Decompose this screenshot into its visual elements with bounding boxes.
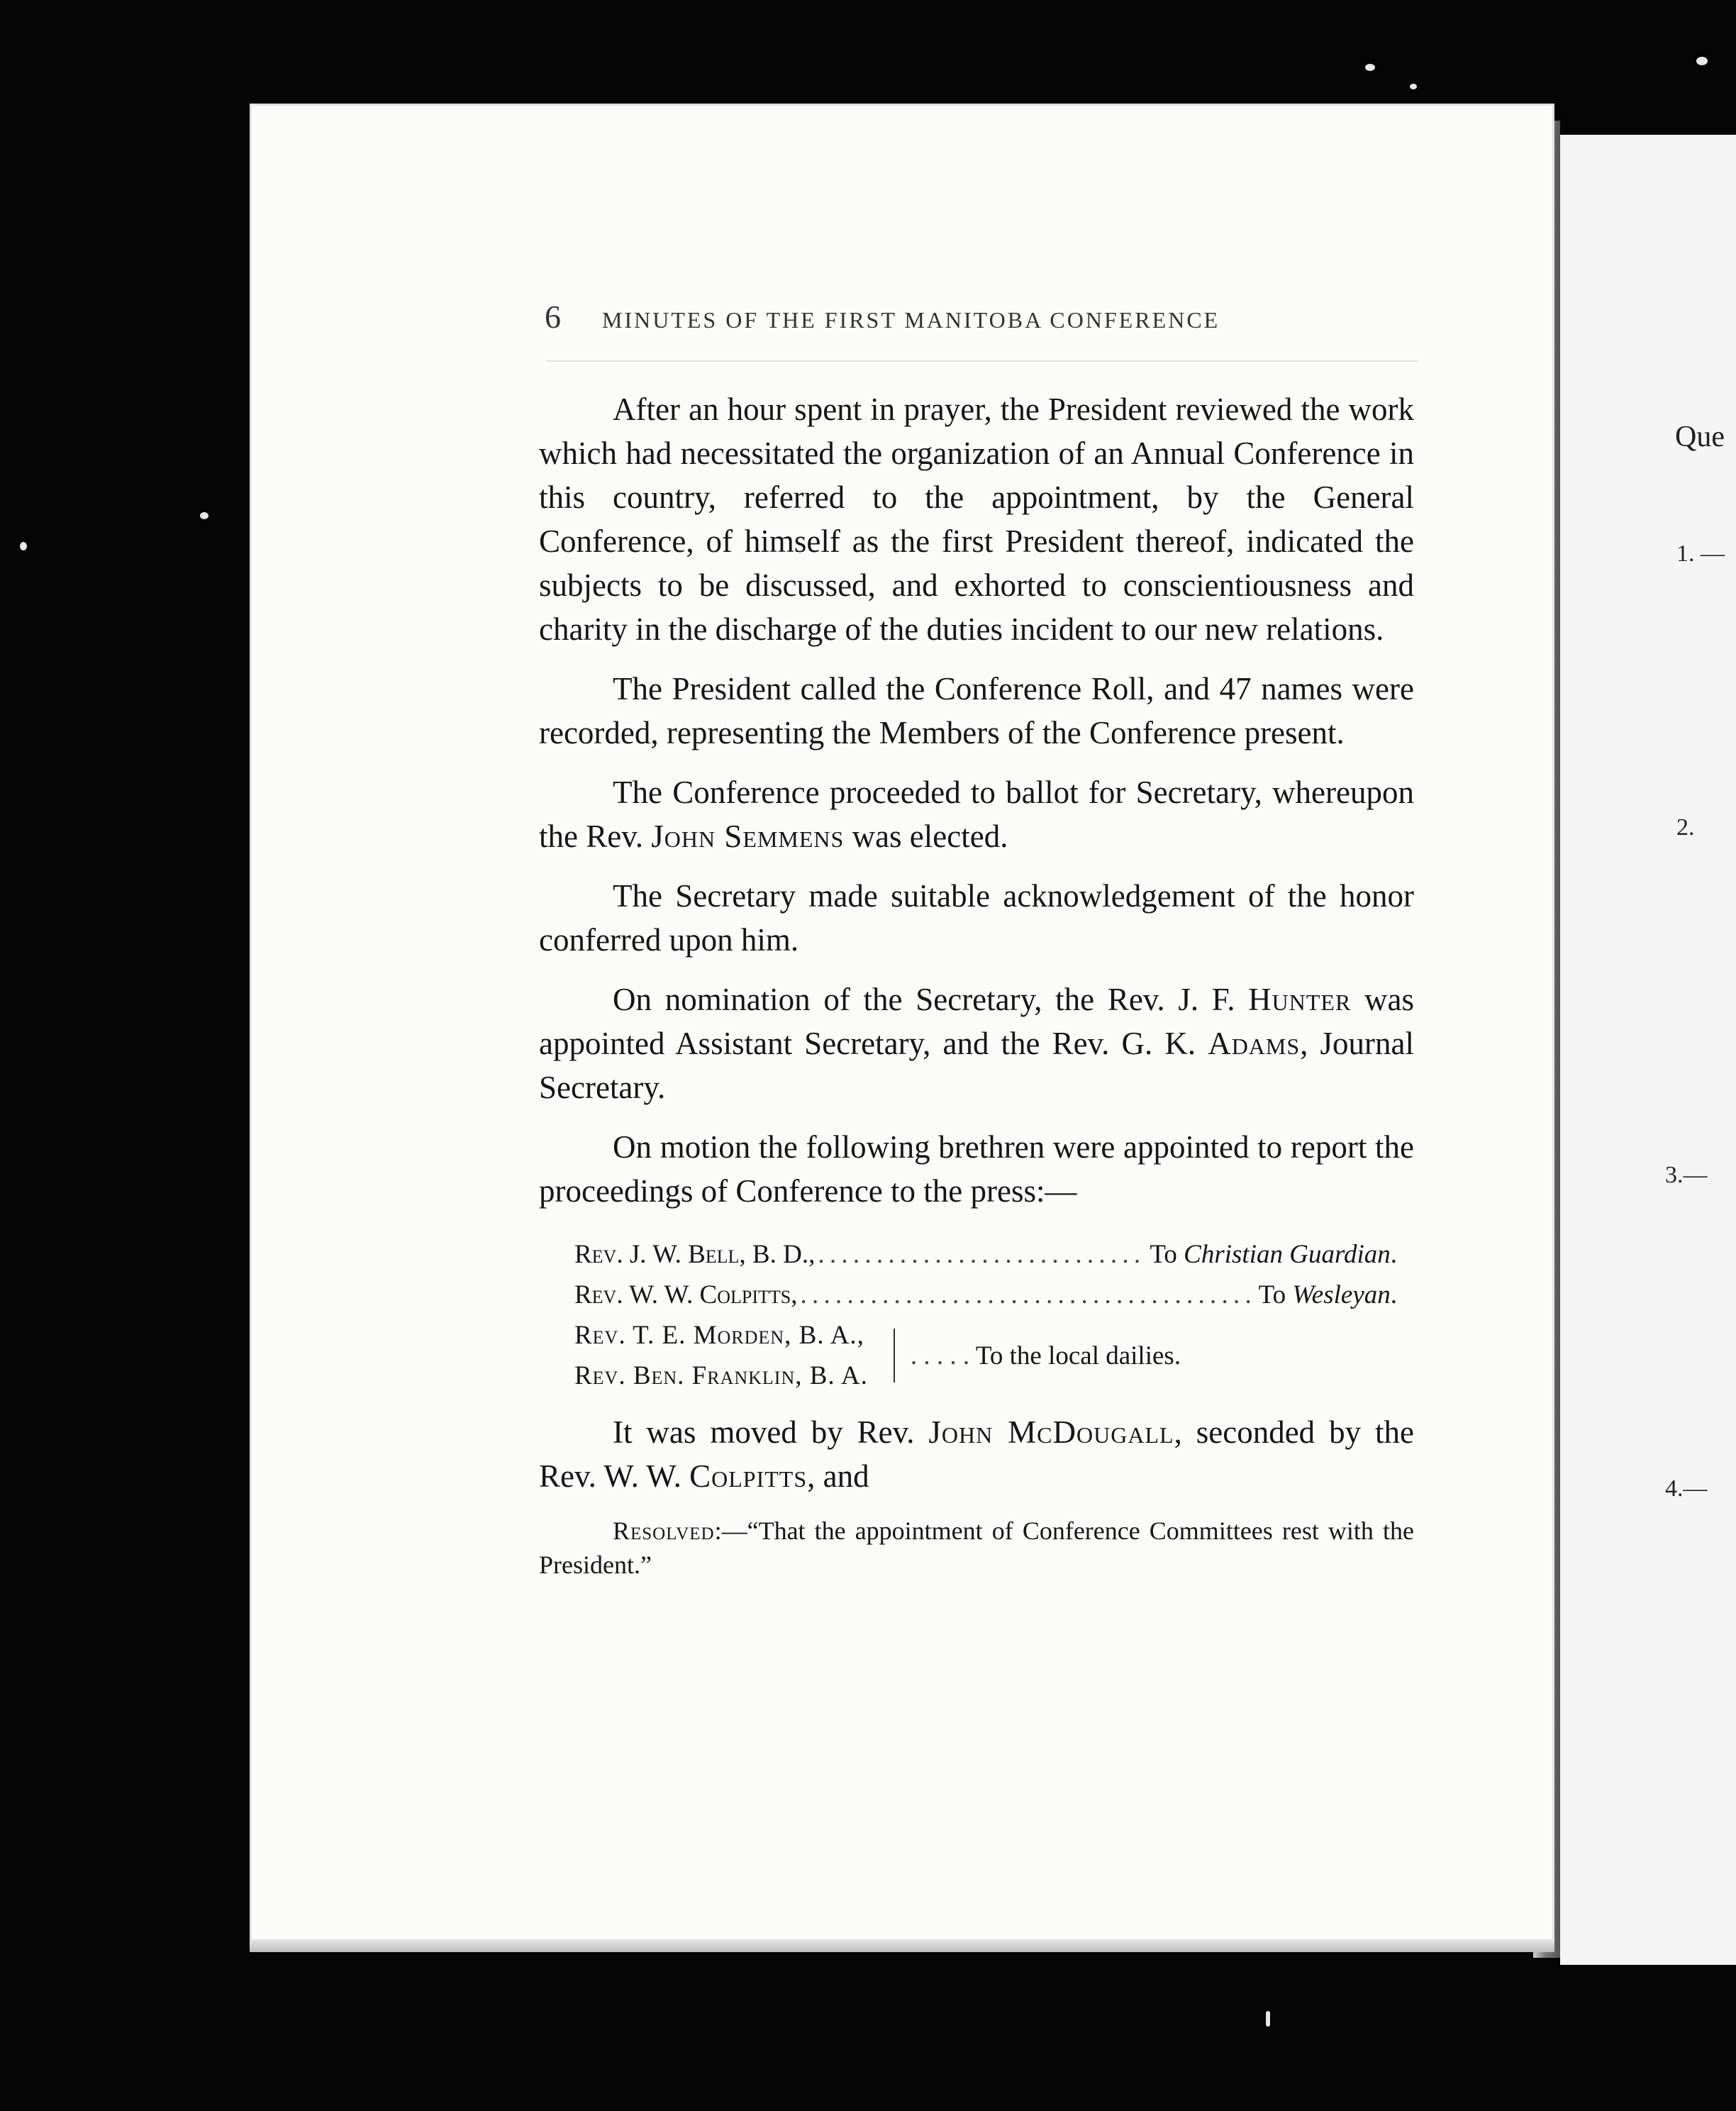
scan-speck <box>1266 2011 1270 2027</box>
text-fragment: was appointed Assistant Secretary, and the Rev. G. K. <box>539 982 1415 1061</box>
paragraph-press-motion: On motion the following brethren were appointed to report the proceedings of Conference to the press:— <box>539 1129 1414 1209</box>
facing-page-item: 1. — <box>1676 541 1725 567</box>
press-row <box>574 1234 1397 1275</box>
scan-speck <box>200 512 208 519</box>
paragraph-nomination <box>539 977 1414 1109</box>
dot-leader <box>818 1234 1147 1275</box>
person-name: John McDougall <box>928 1414 1174 1450</box>
scan-speck <box>1365 64 1375 71</box>
paragraph-acknowledgement: The Secretary made suitable acknowledgement of the honor conferred upon him. <box>539 878 1414 958</box>
press-name: Rev. Ben. Franklin, B. A. <box>574 1361 868 1390</box>
text-fragment: On nomination of the Secretary, the Rev. J. F. <box>613 982 1235 1017</box>
destination-prefix: To <box>1150 1240 1184 1269</box>
press-appointments-list <box>574 1234 1397 1396</box>
press-name: Rev. J. W. Bell, B. D., <box>574 1240 816 1269</box>
facing-page <box>1560 135 1736 1965</box>
press-group <box>574 1315 1397 1396</box>
person-name: Adams <box>1208 1026 1301 1061</box>
resolution <box>539 1514 1414 1582</box>
press-name: Rev. W. W. Colpitts, <box>574 1280 798 1309</box>
person-name: Colpitts <box>689 1458 808 1494</box>
newspaper-title: Wesleyan <box>1292 1280 1391 1309</box>
text-fragment: , and <box>807 1458 869 1494</box>
body-text <box>539 387 1414 1607</box>
newspaper-title: Christian Guardian <box>1184 1240 1391 1269</box>
grouping-brace <box>894 1329 905 1383</box>
destination-suffix: . <box>1390 1280 1397 1309</box>
destination-prefix: To <box>1258 1280 1293 1309</box>
scan-speck <box>1696 57 1708 65</box>
running-header <box>545 298 1424 336</box>
resolution-text: :—“That the appointment of Conference Committees rest with the President.” <box>539 1517 1414 1579</box>
scan-speck <box>20 542 27 550</box>
dot-leader <box>911 1336 976 1376</box>
scan-speck <box>1410 84 1417 89</box>
press-row <box>574 1275 1397 1315</box>
facing-page-heading: Que <box>1675 421 1725 453</box>
dot-leader <box>800 1275 1255 1315</box>
text-fragment: , Journal Secretary. <box>539 1026 1414 1105</box>
destination-suffix: . <box>1390 1240 1397 1269</box>
header-rule <box>546 360 1418 362</box>
text-fragment: The Conference proceeded to ballot for Secretary, whereupon the Rev. <box>539 775 1414 854</box>
person-name: Hunter <box>1248 982 1352 1017</box>
resolved-label: Resolved <box>613 1517 715 1545</box>
person-name: John Semmens <box>651 819 845 854</box>
press-group-names <box>574 1315 868 1396</box>
paragraph-prayer: After an hour spent in prayer, the President reviewed the work which had necessitated the organization of an Annual Conference in this country, referred to the appointment, by the General Conference, of himself as the first President thereof, indicated the subjects to be discussed, and exhorted to conscientiousness and charity in the discharge of the duties incident to our new relations. <box>539 392 1414 647</box>
text-fragment: , seconded by the Rev. W. W. <box>539 1414 1414 1494</box>
text-fragment: It was moved by Rev. <box>613 1414 915 1450</box>
facing-page-item: 2. <box>1676 814 1695 841</box>
paragraph-motion <box>539 1410 1414 1498</box>
press-name: Rev. T. E. Morden, B. A., <box>574 1321 864 1350</box>
press-destination <box>1259 1275 1397 1315</box>
facing-page-item: 3.— <box>1665 1162 1708 1188</box>
press-destination <box>1150 1234 1397 1275</box>
press-destination: To the local dailies. <box>975 1341 1181 1370</box>
paragraph-secretary-ballot <box>539 770 1414 858</box>
facing-page-item: 4.— <box>1665 1475 1708 1502</box>
paragraph-roll-call: The President called the Conference Roll, and 47 names were recorded, representing the Members of the Conference present. <box>539 671 1414 750</box>
page-number: 6 <box>545 299 561 335</box>
text-fragment: was elected. <box>852 819 1008 854</box>
running-title: MINUTES OF THE FIRST MANITOBA CONFERENCE <box>602 307 1220 333</box>
